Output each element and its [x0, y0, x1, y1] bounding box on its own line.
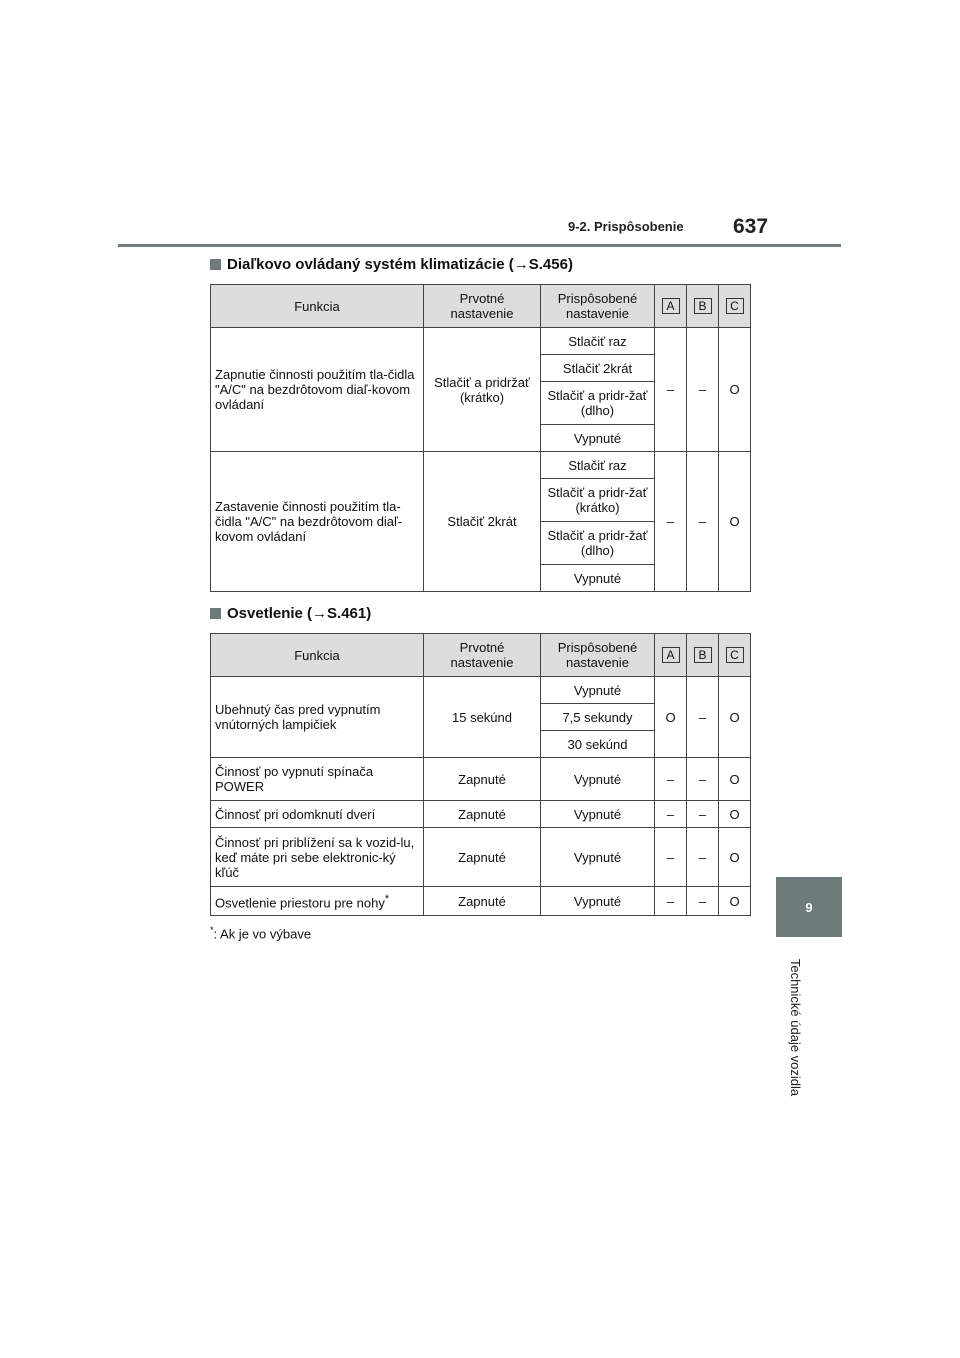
option-cell: Stlačiť a pridr-žať (krátko) [541, 479, 655, 522]
function-cell [211, 887, 424, 916]
box-c-label: C [726, 298, 744, 314]
col-header-custom: Prispôsobené nastavenie [541, 634, 655, 677]
section-1-heading [210, 256, 573, 273]
option-cell: Stlačiť a pridr-žať (dlho) [541, 522, 655, 565]
b-cell: – [687, 801, 719, 828]
option-cell: Vypnuté [541, 425, 655, 452]
option-cell: Stlačiť raz [541, 328, 655, 355]
square-bullet-icon [210, 608, 221, 619]
function-cell: Zapnutie činnosti použitím tla-čidla "A/C" na bezdrôtovom diaľ-kovom ovládaní [211, 328, 424, 452]
col-header-c [719, 634, 751, 677]
option-cell: 30 sekúnd [541, 731, 655, 758]
square-bullet-icon [210, 259, 221, 270]
option-cell: Vypnuté [541, 677, 655, 704]
initial-cell: Zapnuté [424, 828, 541, 887]
a-cell: – [655, 758, 687, 801]
function-cell: Činnosť pri odomknutí dverí [211, 801, 424, 828]
b-cell: – [687, 677, 719, 758]
section-2-ref: S.461) [327, 605, 372, 622]
function-cell: Ubehnutý čas pred vypnutím vnútorných lampičiek [211, 677, 424, 758]
chapter-title-wrap [776, 945, 816, 1110]
table-row [211, 801, 751, 828]
col-header-c [719, 285, 751, 328]
chapter-number: 9 [805, 899, 813, 915]
b-cell: – [687, 758, 719, 801]
table-row [211, 887, 751, 916]
initial-cell: Stlačiť 2krát [424, 452, 541, 592]
col-header-b [687, 634, 719, 677]
col-header-b [687, 285, 719, 328]
custom-cell: Vypnuté [541, 758, 655, 801]
a-cell: O [655, 677, 687, 758]
section-2-title: Osvetlenie ( [227, 605, 313, 622]
function-cell: Zastavenie činnosti použitím tla-čidla "A/C" na bezdrôtovom diaľ-kovom ovládaní [211, 452, 424, 592]
footnote-mark: * [210, 925, 214, 935]
initial-cell: Zapnuté [424, 801, 541, 828]
lighting-table [210, 633, 751, 916]
c-cell: O [719, 452, 751, 592]
custom-cell: Vypnuté [541, 887, 655, 916]
initial-cell: 15 sekúnd [424, 677, 541, 758]
page-number: 637 [733, 215, 769, 238]
box-a-label: A [662, 298, 680, 314]
initial-cell: Zapnuté [424, 758, 541, 801]
c-cell: O [719, 758, 751, 801]
initial-cell: Stlačiť a pridržať (krátko) [424, 328, 541, 452]
table-row [211, 328, 751, 355]
climate-table [210, 284, 751, 592]
col-header-custom: Prispôsobené nastavenie [541, 285, 655, 328]
box-c-label: C [726, 647, 744, 663]
c-cell: O [719, 887, 751, 916]
a-cell: – [655, 328, 687, 452]
a-cell: – [655, 452, 687, 592]
c-cell: O [719, 677, 751, 758]
col-header-initial: Prvotné nastavenie [424, 285, 541, 328]
footnote-text: : Ak je vo výbave [213, 926, 312, 942]
c-cell: O [719, 801, 751, 828]
box-a-label: A [662, 647, 680, 663]
col-header-function: Funkcia [211, 634, 424, 677]
chapter-tab [776, 877, 842, 937]
section-2-heading [210, 605, 371, 622]
footnote-mark: * [384, 892, 390, 905]
col-header-a [655, 634, 687, 677]
c-cell: O [719, 328, 751, 452]
table-row [211, 758, 751, 801]
col-header-initial: Prvotné nastavenie [424, 634, 541, 677]
custom-cell: Vypnuté [541, 801, 655, 828]
b-cell: – [687, 328, 719, 452]
option-cell: Stlačiť 2krát [541, 355, 655, 382]
option-cell: Vypnuté [541, 565, 655, 592]
c-cell: O [719, 828, 751, 887]
section-1-ref: S.456) [528, 256, 573, 273]
b-cell: – [687, 887, 719, 916]
b-cell: – [687, 828, 719, 887]
col-header-function: Funkcia [211, 285, 424, 328]
function-text: Osvetlenie priestoru pre nohy [215, 895, 385, 911]
custom-cell: Vypnuté [541, 828, 655, 887]
a-cell: – [655, 801, 687, 828]
footnote [210, 925, 311, 941]
a-cell: – [655, 828, 687, 887]
initial-cell: Zapnuté [424, 887, 541, 916]
option-cell: 7,5 sekundy [541, 704, 655, 731]
function-cell: Činnosť po vypnutí spínača POWER [211, 758, 424, 801]
chapter-title: Technické údaje vozidla [788, 958, 804, 1097]
box-b-label: B [694, 298, 712, 314]
option-cell: Stlačiť raz [541, 452, 655, 479]
table-header-row [211, 285, 751, 328]
arrow-right-icon: → [513, 256, 529, 273]
b-cell: – [687, 452, 719, 592]
a-cell: – [655, 887, 687, 916]
function-cell: Činnosť pri priblížení sa k vozid-lu, keď máte pri sebe elektronic-ký kľúč [211, 828, 424, 887]
option-cell: Stlačiť a pridr-žať (dlho) [541, 382, 655, 425]
section-1-title: Diaľkovo ovládaný systém klimatizácie ( [227, 256, 514, 273]
section-header: 9-2. Prispôsobenie [568, 219, 684, 234]
box-b-label: B [694, 647, 712, 663]
table-row [211, 452, 751, 479]
table-header-row [211, 634, 751, 677]
col-header-a [655, 285, 687, 328]
table-row [211, 828, 751, 887]
header-rule [118, 244, 841, 247]
table-row [211, 677, 751, 704]
arrow-right-icon: → [312, 605, 328, 622]
